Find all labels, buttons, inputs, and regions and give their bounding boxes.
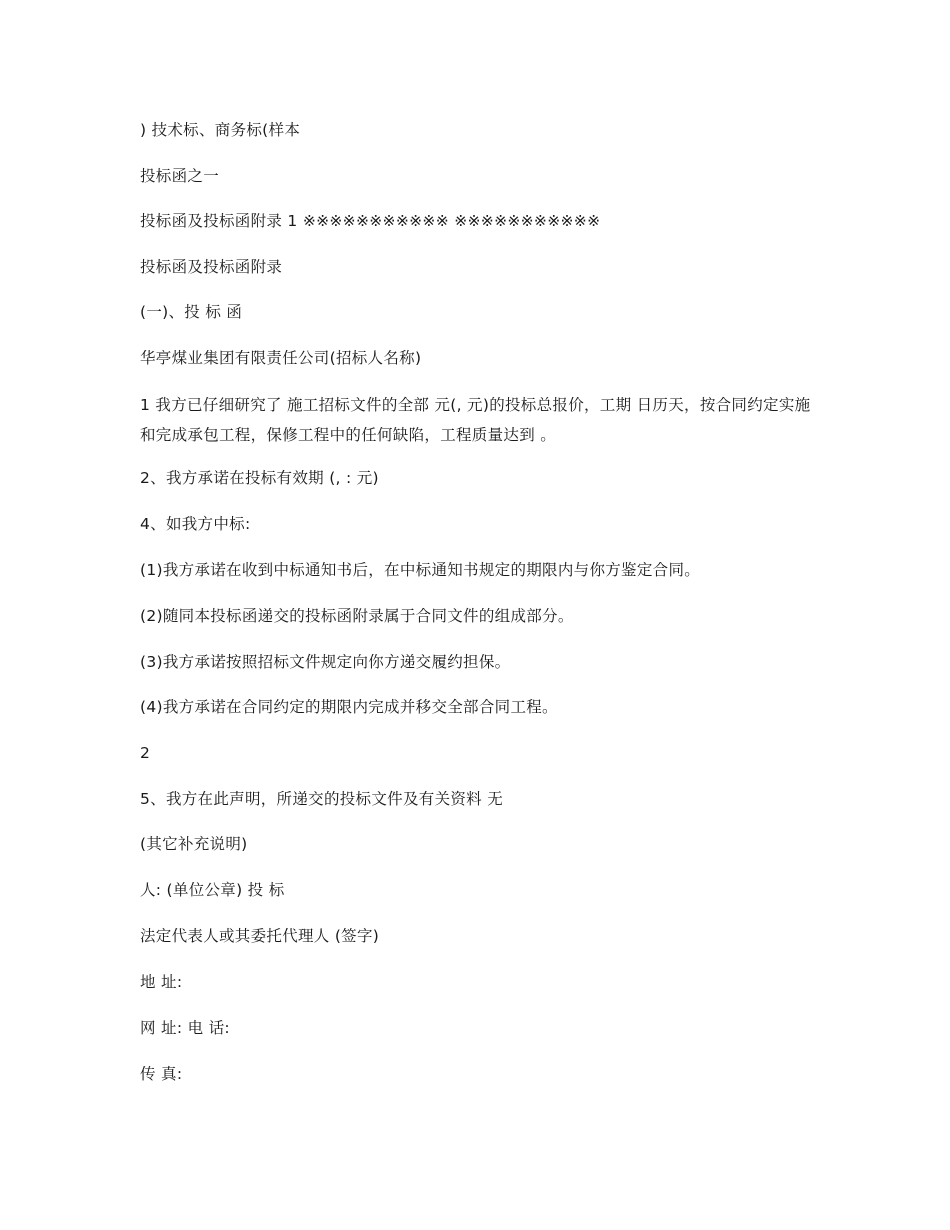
doc-other-notes: (其它补充说明) [140, 835, 248, 853]
doc-item-4: (4)我方承诺在合同约定的期限内完成并移交全部合同工程。 [140, 698, 558, 716]
doc-section-bid-letter: (一)、投 标 函 [140, 303, 243, 321]
doc-paragraph-4: 4、如我方中标: [140, 515, 251, 533]
doc-item-1: (1)我方承诺在收到中标通知书后，在中标通知书规定的期限内与你方鉴定合同。 [140, 561, 701, 579]
doc-address: 地 址: [140, 973, 183, 991]
doc-heading-bid-letter-appendix: 投标函及投标函附录 [140, 258, 283, 276]
doc-paragraph-5: 5、我方在此声明，所递交的投标文件及有关资料 无 [140, 790, 503, 808]
doc-paragraph-1: 1 我方已仔细研究了 施工招标文件的全部 元(, 元)的投标总报价，工期 日历天，按合同约定实施和完成承包工程，保修工程中的任何缺陷，工程质量达到 。 [140, 396, 811, 444]
doc-heading-bid-letter-one: 投标函之一 [140, 167, 220, 185]
doc-item-3: (3)我方承诺按照招标文件规定向你方递交履约担保。 [140, 653, 511, 671]
doc-page-marker: 2 [140, 744, 151, 762]
doc-fax: 传 真: [140, 1065, 183, 1083]
doc-website-phone: 网 址: 电 话: [140, 1019, 230, 1037]
doc-heading-technical-commercial: ) 技术标、商务标(样本 [140, 121, 301, 139]
doc-paragraph-2: 2、我方承诺在投标有效期 (, : 元) [140, 469, 379, 487]
doc-item-2: (2)随同本投标函递交的投标函附录属于合同文件的组成部分。 [140, 607, 574, 625]
doc-tenderer-name: 华亭煤业集团有限责任公司(招标人名称) [140, 349, 422, 367]
doc-bidder-seal: 人: (单位公章) 投 标 [140, 881, 285, 899]
doc-heading-bid-letter-appendix-1: 投标函及投标函附录 1 ※※※※※※※※※※※ ※※※※※※※※※※※ [140, 212, 601, 230]
doc-legal-representative: 法定代表人或其委托代理人 (签字) [140, 927, 380, 945]
